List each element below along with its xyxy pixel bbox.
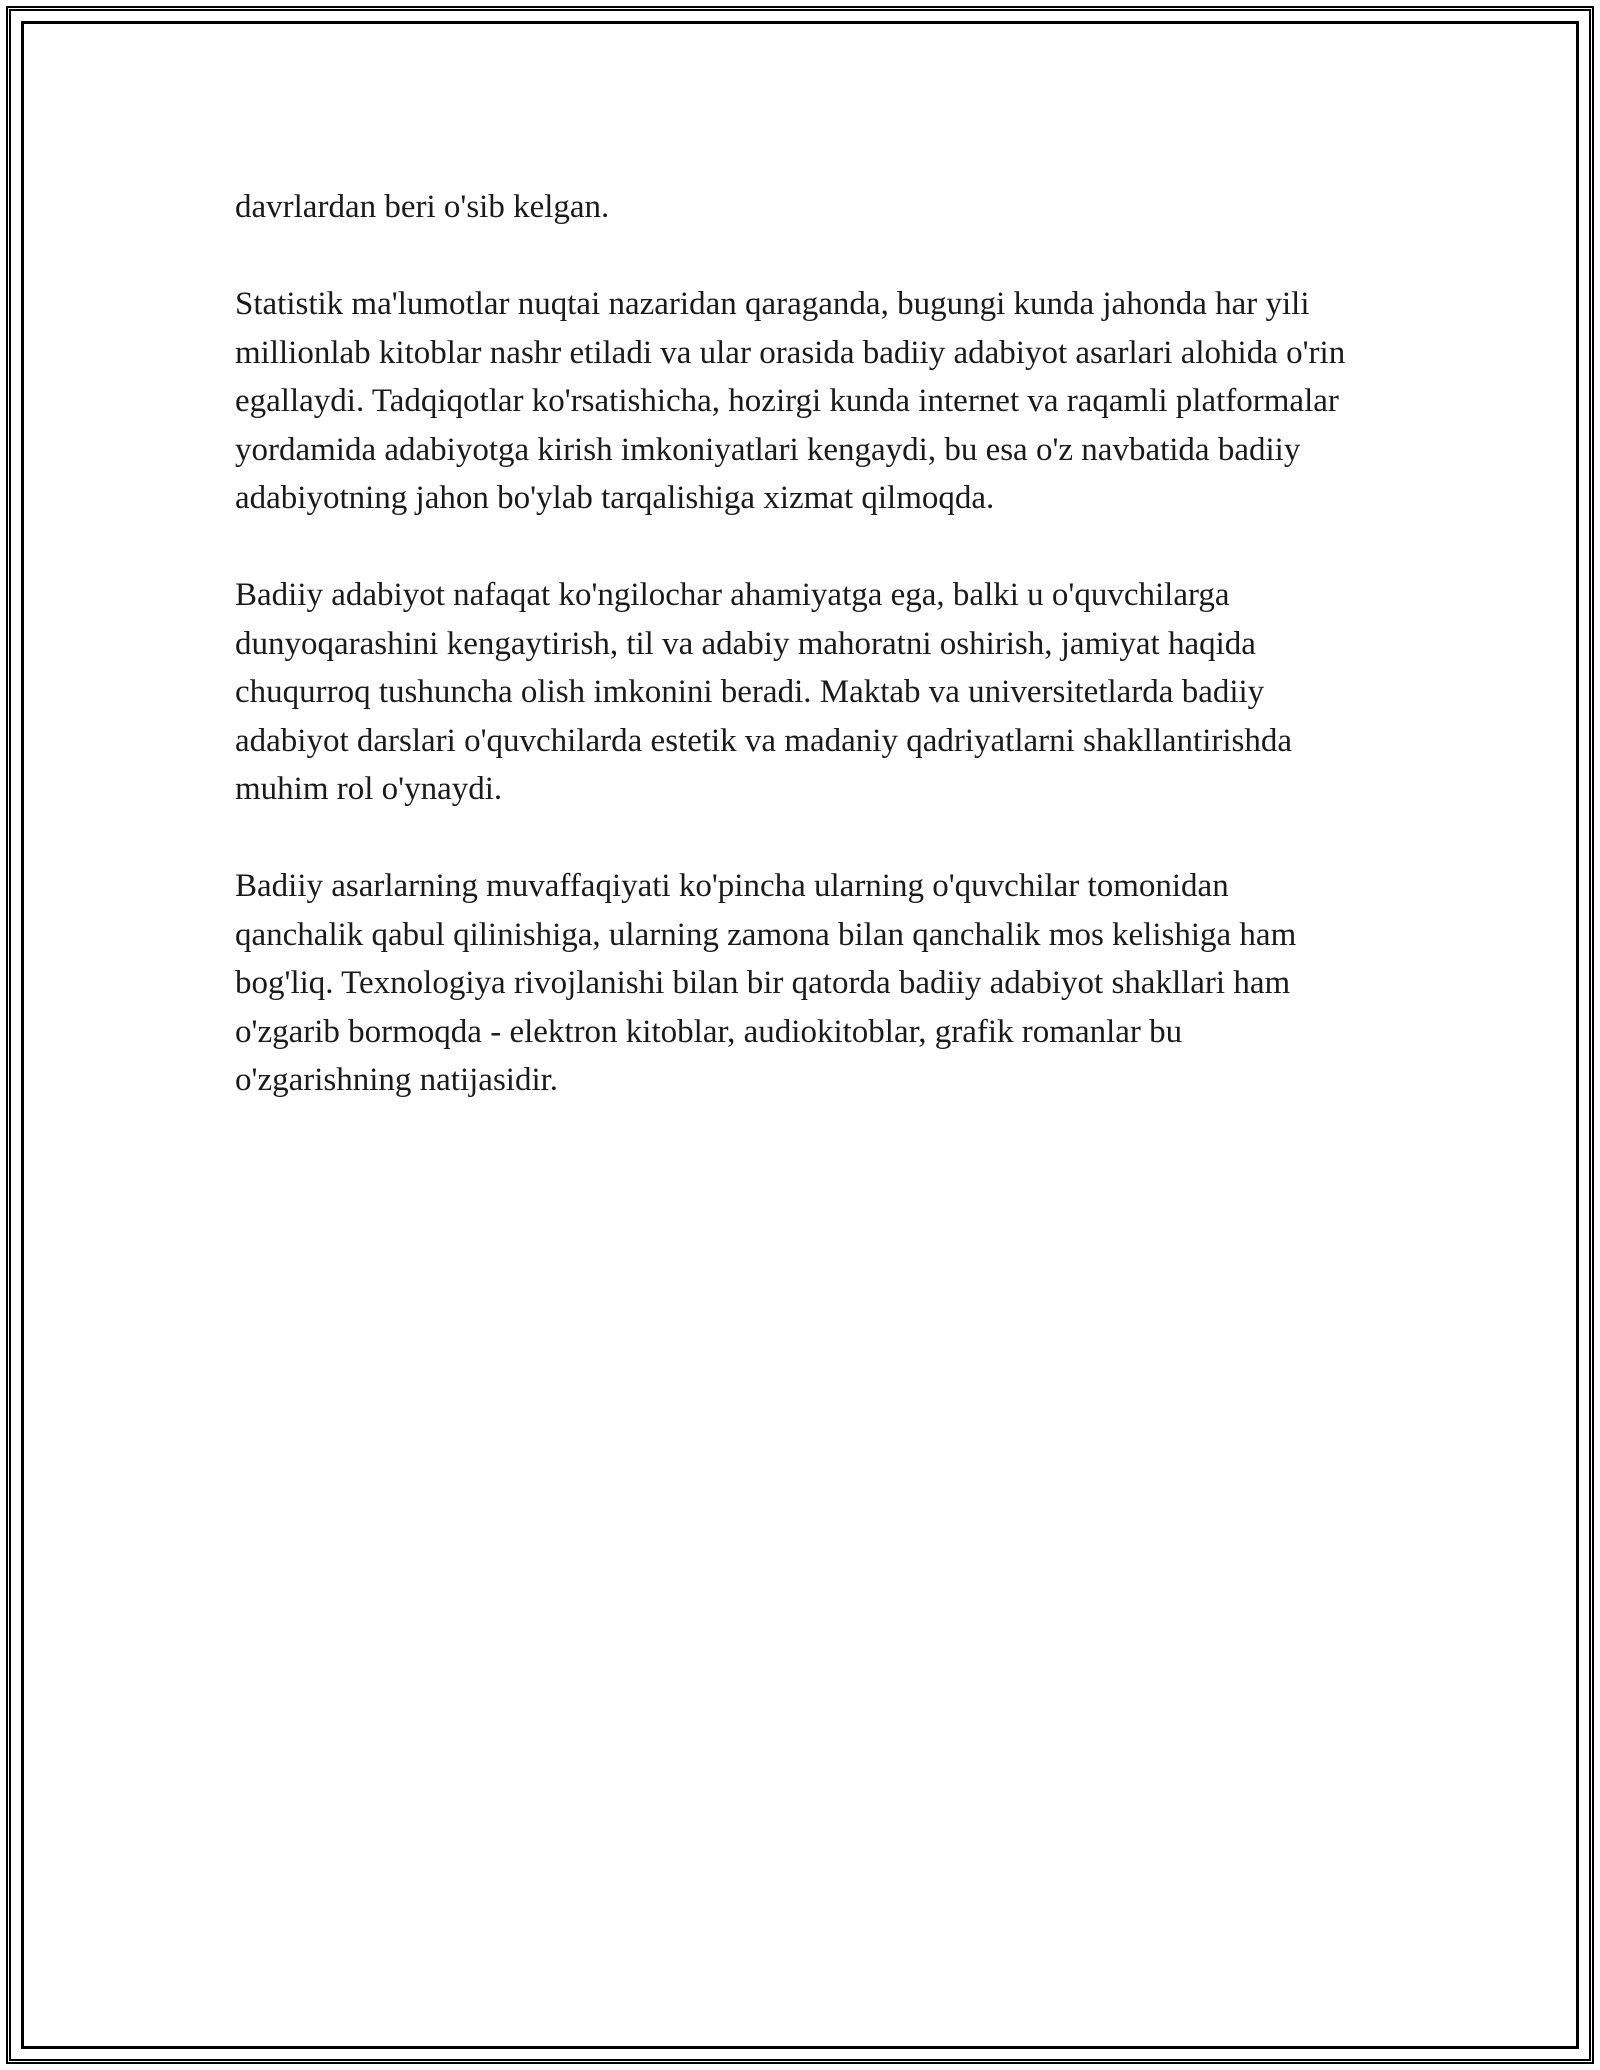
- paragraph-2: Statistik ma'lumotlar nuqtai nazaridan qaraganda, bugungi kunda jahonda har yili millionlab kitoblar nashr etiladi va ular orasida badiiy adabiyot asarlari alohida o'rin egallaydi. Tadqiqotlar ko'rsatishicha, hozirgi kunda internet va raqamli platformalar yordamida adabiyotga kirish imkoniyatlari kengaydi, bu esa o'z navbatida badiiy adabiyotning jahon bo'ylab tarqalishiga xizmat qilmoqda.: [235, 286, 1346, 516]
- paragraph-4: Badiiy asarlarning muvaffaqiyati ko'pincha ularning o'quvchilar tomonidan qanchalik qabul qilinishiga, ularning zamona bilan qanchalik mos kelishiga ham bog'liq. Texnologiya rivojlanishi bilan bir qatorda badiiy adabiyot shakllari ham o'zgarib bormoqda - elektron kitoblar, audiokitoblar, grafik romanlar bu o'zgarishning natijasidir.: [235, 868, 1297, 1098]
- paragraph-1: davrlardan beri o'sib kelgan.: [235, 189, 610, 225]
- paragraph-3: Badiiy adabiyot nafaqat ko'ngilochar ahamiyatga ega, balki u o'quvchilarga dunyoqarashini kengaytirish, til va adabiy mahoratni oshirish, jamiyat haqida chuqurroq tushuncha olish imkonini beradi. Maktab va universitetlarda badiiy adabiyot darslari o'quvchilarda estetik va madaniy qadriyatlarni shakllantirishda muhim rol o'ynaydi.: [235, 577, 1293, 807]
- document-body: [235, 183, 1365, 1153]
